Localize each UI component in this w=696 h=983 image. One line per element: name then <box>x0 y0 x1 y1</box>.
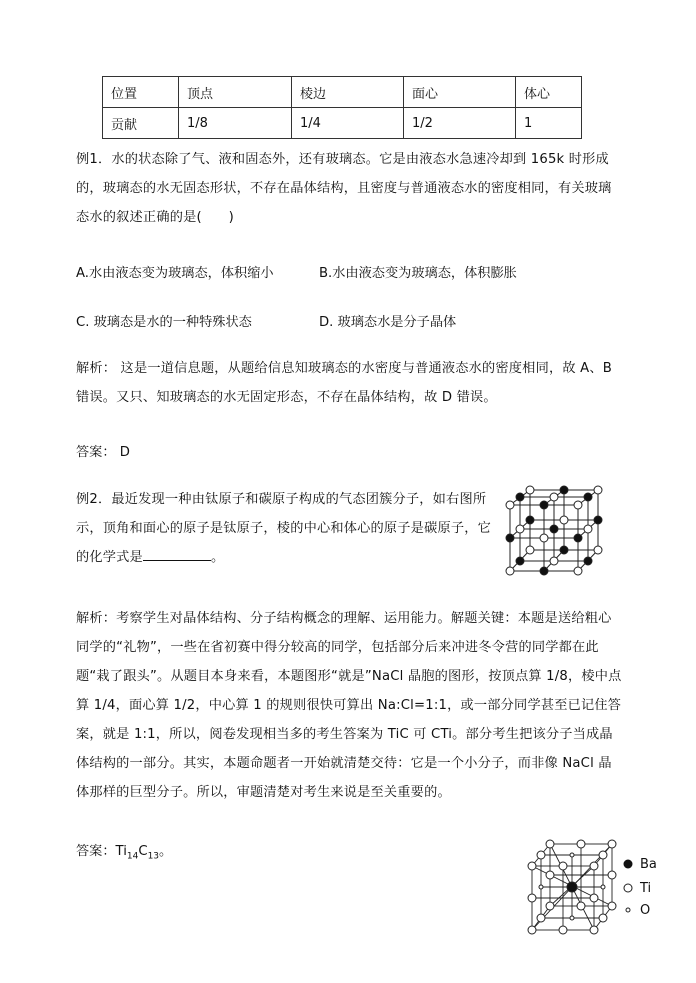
table-header-row <box>103 77 582 108</box>
table-cell: 体心 <box>516 77 582 108</box>
legend-ba-label: Ba <box>640 857 657 872</box>
table-cell: 面心 <box>404 77 516 108</box>
option-c: C. 玻璃态是水的一种特殊状态 <box>76 315 252 330</box>
example2-question-text: 例2．最近发现一种由钛原子和碳原子构成的气态团簇分子，如右图所示，顶角和面心的原子是钛原子，棱的中心和体心的原子是碳原子，它的化学式是 <box>76 492 492 565</box>
answer-blank <box>143 548 211 561</box>
example1-answer: 答案： D <box>76 445 130 460</box>
o-legend-icon <box>626 908 630 912</box>
legend-ti-label: Ti <box>640 881 652 896</box>
table-cell: 1 <box>516 108 582 139</box>
option-b: B.水由液态变为玻璃态，体积膨胀 <box>319 266 517 281</box>
example2-question <box>76 485 494 572</box>
ba-legend-icon <box>624 860 633 869</box>
answer-suffix: 。 <box>159 844 173 859</box>
table-cell: 贡献 <box>103 108 179 139</box>
table-cell: 棱边 <box>292 77 404 108</box>
ti-c-cluster-figure <box>500 484 610 579</box>
ti-legend-icon <box>624 884 632 892</box>
example2-analysis: 解析：考察学生对晶体结构、分子结构概念的理解、运用能力。解题关键：本题是送给粗心同学的“礼物”，一些在省初赛中得分较高的同学，包括部分后来冲进冬令营的同学都在此题“栽了跟头”。从题目本身来看，本题图形“就是”NaCl 晶胞的图形，按顶点算 1/8，棱中点算 1/4，面心算 1/2，中心算 1 的规则很快可算出 Na:Cl=1:1，或一部分同学甚至已记住答案，就是 1:1，所以，阅卷发现相当多的考生答案为 TiC 可 CTi。部分考生把该分子当成晶体结构的一部分。其实，本题命题者一开始就清楚交待：它是一个小分子，而非像 NaCl 晶体那样的巨型分子。所以，审题清楚对考生来说是至关重要的。 <box>76 611 622 800</box>
answer-mid: C <box>138 844 148 859</box>
answer-prefix: 答案：Ti <box>76 844 127 859</box>
example1-analysis: 解析： 这是一道信息题，从题给信息知玻璃态的水密度与普通液态水的密度相同，故 A、B 错误。又只、知玻璃态的水无固定形态，不存在晶体结构，故 D 错误。 <box>76 361 612 405</box>
batio3-crystal-figure <box>526 838 618 936</box>
option-d: D. 玻璃态水是分子晶体 <box>319 315 457 330</box>
example1-question: 例1．水的状态除了气、液和固态外，还有玻璃态。它是由液态水急速冷却到 165k 时形成的，玻璃态的水无固态形状，不存在晶体结构，且密度与普通液态水的密度相同，有关玻璃态水的叙述正确的是( ) <box>76 152 612 225</box>
table-cell: 1/2 <box>404 108 516 139</box>
table-cell: 1/8 <box>179 108 292 139</box>
legend-symbols <box>622 855 634 915</box>
answer-subscript-ti: 14 <box>126 851 139 862</box>
table-cell: 位置 <box>103 77 179 108</box>
option-a: A.水由液态变为玻璃态，体积缩小 <box>76 266 274 281</box>
example2-question-end: 。 <box>210 550 225 565</box>
table-row <box>103 108 582 139</box>
table-cell: 顶点 <box>179 77 292 108</box>
answer-subscript-c: 13 <box>147 851 160 862</box>
contribution-table <box>102 76 582 139</box>
table-cell: 1/4 <box>292 108 404 139</box>
example2-answer <box>76 840 172 862</box>
legend-o-label: O <box>640 903 651 918</box>
